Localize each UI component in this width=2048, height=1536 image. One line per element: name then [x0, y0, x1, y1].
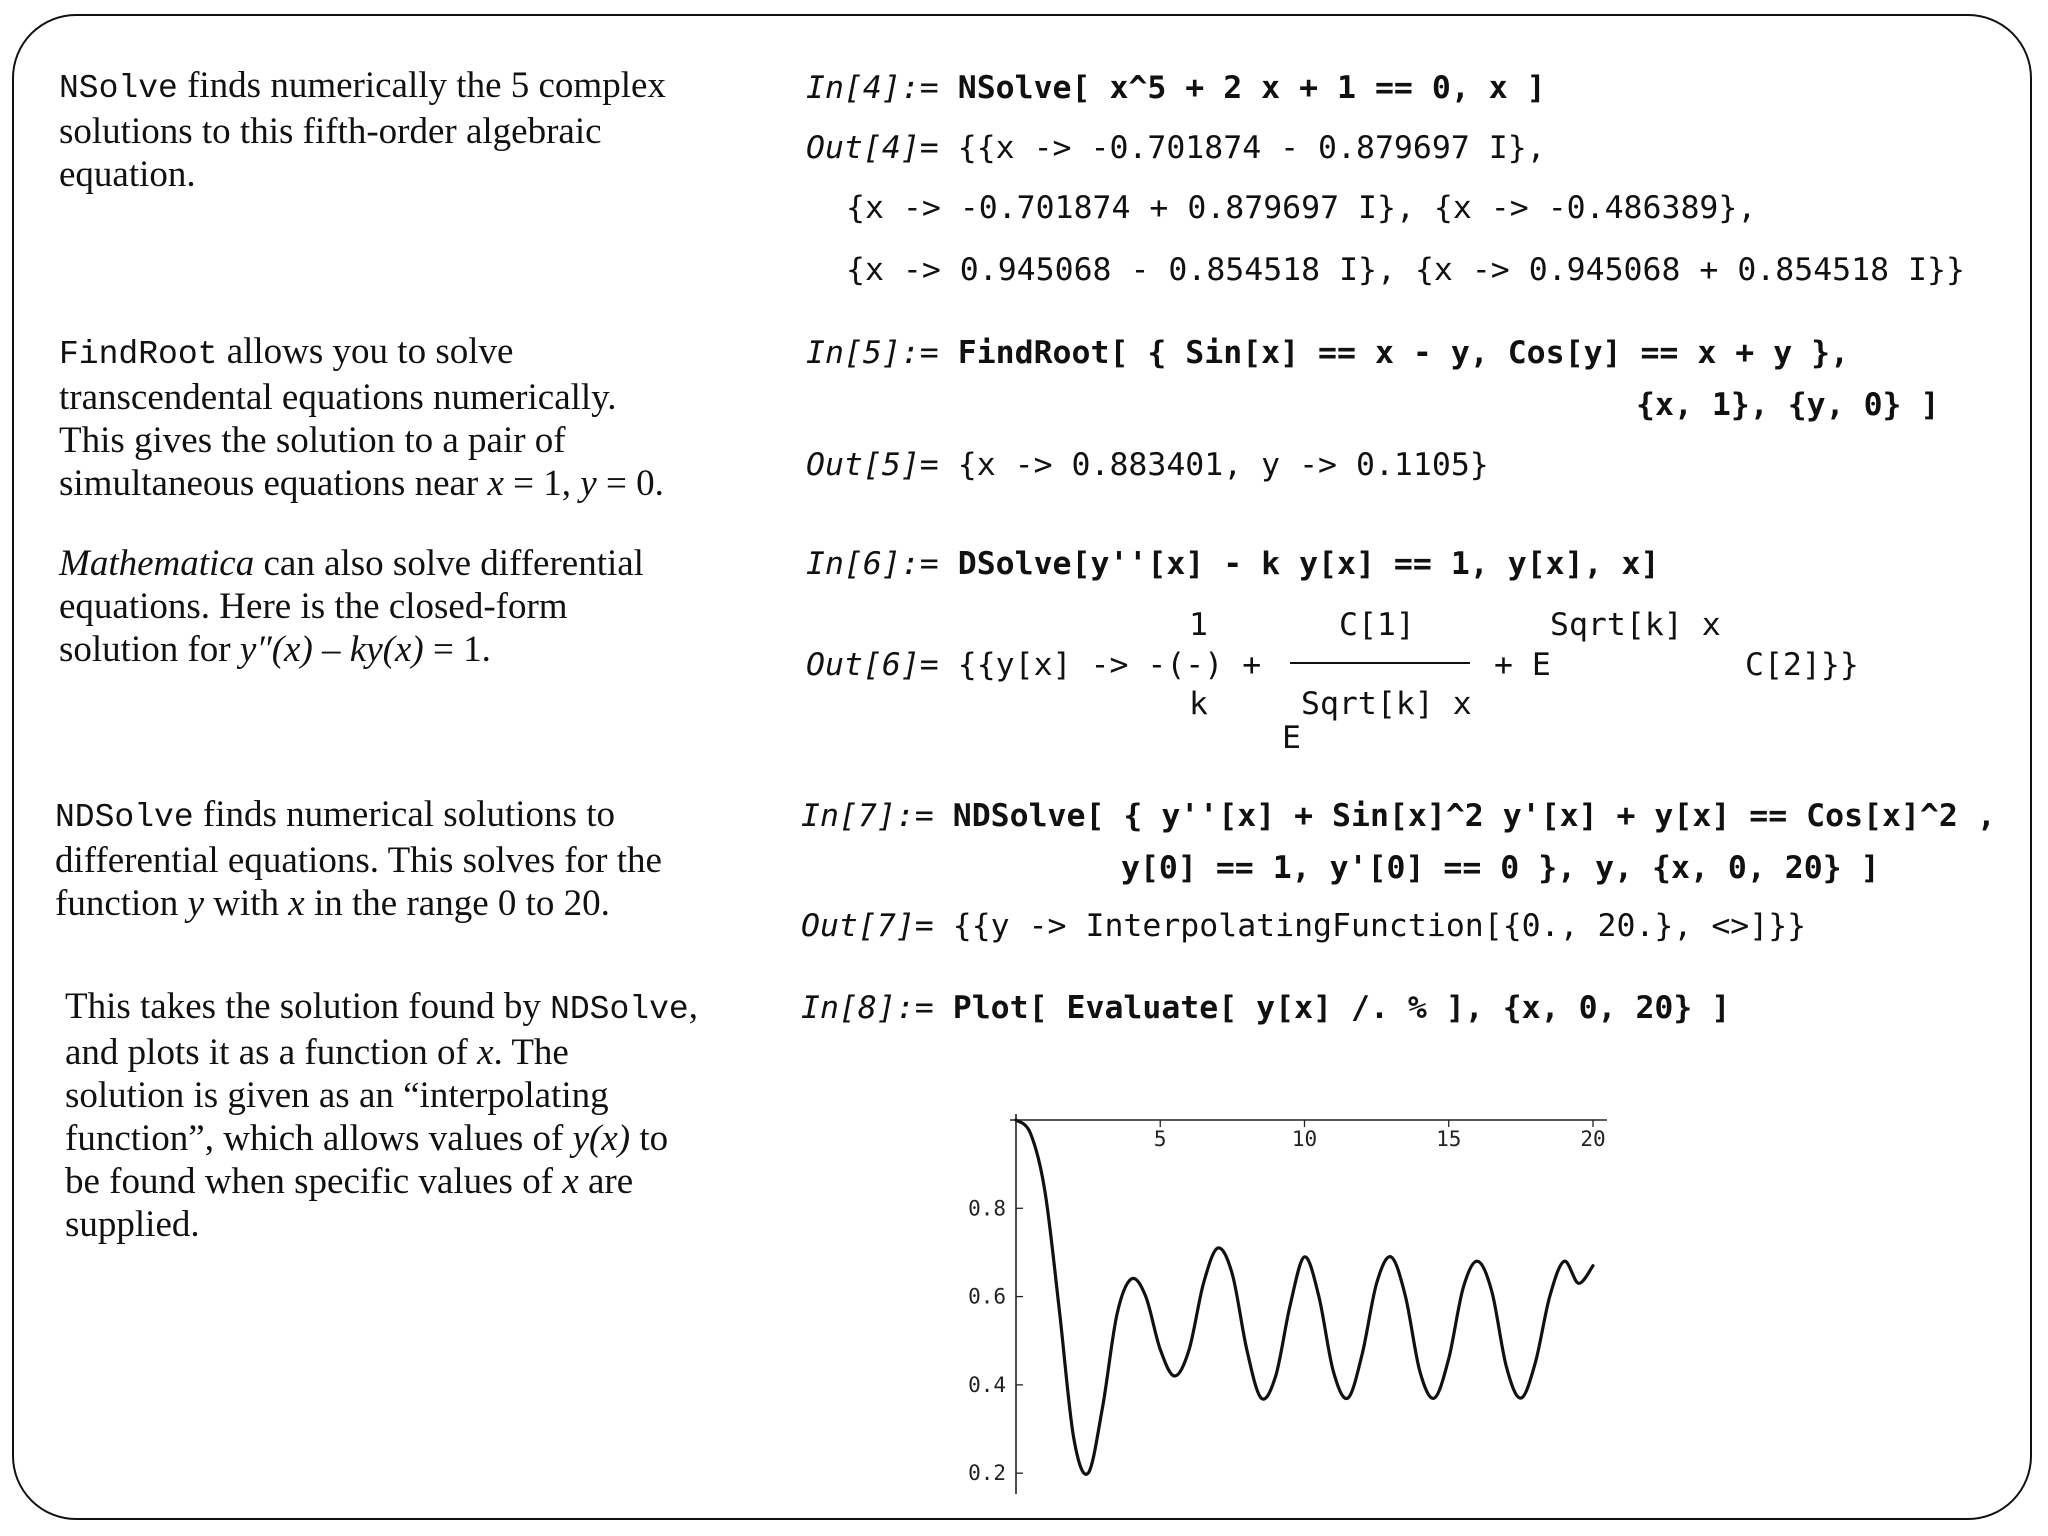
- math-var: x: [288, 883, 305, 924]
- mathematica-name: Mathematica: [59, 543, 255, 584]
- dsolve-input-code[interactable]: DSolve[y''[x] - k y[x] == 1, y[x], x]: [957, 546, 1660, 582]
- ndsolve-output-line: {{y -> InterpolatingFunction[{0., 20.}, <>]}}: [952, 908, 1807, 944]
- solution-plot: [900, 1080, 1640, 1500]
- output-prompt: Out[6]=: [806, 647, 939, 683]
- plot-desc-line4-post: to: [630, 1118, 669, 1159]
- dsolve-output-tail: C[2]}}: [1745, 647, 1859, 683]
- nsolve-desc-line3: equation.: [59, 154, 196, 195]
- ndsolve-desc-line3-mid: with: [204, 883, 289, 924]
- math-eq: = 0.: [596, 463, 664, 504]
- exponent-superscript: Sqrt[k] x: [1550, 607, 1721, 643]
- math-var: y: [187, 883, 204, 924]
- findroot-description: [59, 330, 664, 505]
- fraction-bar: [1290, 662, 1470, 664]
- frac1-denominator: k: [1189, 686, 1208, 722]
- math-expr: y(x): [572, 1118, 631, 1159]
- nsolve-fn-name: NSolve: [59, 70, 178, 107]
- dsolve-description: [59, 542, 644, 671]
- plot-desc-line2: and plots it as a function of: [65, 1032, 478, 1073]
- findroot-input-cell[interactable]: [806, 333, 1849, 373]
- nsolve-desc-line1: finds numerically the 5 complex: [177, 65, 666, 106]
- ndsolve-fn-name: NDSolve: [55, 799, 194, 836]
- findroot-desc-line3: This gives the solution to a pair of: [59, 420, 566, 461]
- dsolve-output-main: [806, 645, 1280, 685]
- frac2-denominator-exp: Sqrt[k] x: [1301, 686, 1472, 722]
- frac2-numerator: C[1]: [1339, 607, 1415, 643]
- nsolve-desc-line2: solutions to this fifth-order algebraic: [59, 111, 602, 152]
- plus-exp-term: + E: [1494, 647, 1551, 683]
- dsolve-desc-line2: equations. Here is the closed-form: [59, 586, 568, 627]
- nsolve-input-code[interactable]: NSolve[ x^5 + 2 x + 1 == 0, x ]: [957, 70, 1546, 106]
- findroot-input-code[interactable]: FindRoot[ { Sin[x] == x - y, Cos[y] == x + y },: [957, 335, 1850, 371]
- findroot-output-cell: [806, 445, 1489, 485]
- ndsolve-desc-line2: differential equations. This solves for the: [55, 840, 662, 881]
- input-prompt: In[7]:=: [801, 798, 934, 834]
- input-prompt: In[5]:=: [806, 335, 939, 371]
- dsolve-output-expr: {{y[x] -> -(-) +: [957, 647, 1281, 683]
- findroot-output-line: {x -> 0.883401, y -> 0.1105}: [957, 447, 1489, 483]
- x-tick-label: 15: [1436, 1127, 1462, 1151]
- findroot-desc-line4: simultaneous equations near: [59, 463, 488, 504]
- nsolve-input-cell[interactable]: [806, 68, 1546, 108]
- findroot-desc-line1: allows you to solve: [217, 331, 514, 372]
- nsolve-output-line: {x -> 0.945068 - 0.854518 I}, {x -> 0.945068 + 0.854518 I}}: [846, 252, 1965, 288]
- ndsolve-fn-name: NDSolve: [550, 991, 689, 1028]
- dsolve-input-cell[interactable]: [806, 544, 1659, 584]
- y-tick-label: 0.6: [968, 1284, 1006, 1309]
- output-prompt: Out[7]=: [801, 908, 934, 944]
- plot-desc-line5: be found when specific values of: [65, 1161, 563, 1202]
- plot-input-cell[interactable]: [801, 988, 1730, 1028]
- nsolve-description: [59, 64, 666, 196]
- input-prompt: In[6]:=: [806, 546, 939, 582]
- math-var: x: [562, 1161, 579, 1202]
- ndsolve-output-cell: [801, 906, 1806, 946]
- solution-curve: [1016, 1120, 1593, 1474]
- frac2-denominator-base: E: [1282, 720, 1301, 756]
- plot-desc-line3: solution is given as an “interpolating: [65, 1075, 609, 1116]
- math-eq: = 1,: [503, 463, 581, 504]
- findroot-input-code-cont[interactable]: {x, 1}, {y, 0} ]: [1636, 387, 1940, 423]
- output-prompt: Out[5]=: [806, 447, 939, 483]
- output-prompt: Out[4]=: [806, 130, 939, 166]
- x-tick-label: 5: [1153, 1127, 1167, 1151]
- math-eq: = 1.: [423, 629, 491, 670]
- math-var: x: [487, 463, 504, 504]
- ndsolve-input-code[interactable]: NDSolve[ { y''[x] + Sin[x]^2 y'[x] + y[x] == Cos[x]^2 ,: [952, 798, 1996, 834]
- ndsolve-input-code-cont[interactable]: y[0] == 1, y'[0] == 0 }, y, {x, 0, 20} ]: [1121, 850, 1880, 886]
- frac1-numerator: 1: [1189, 607, 1208, 643]
- x-tick-label: 10: [1291, 1127, 1318, 1151]
- nsolve-output-line: {{x -> -0.701874 - 0.879697 I},: [957, 130, 1546, 166]
- nsolve-output-line: {x -> -0.701874 + 0.879697 I}, {x -> -0.486389},: [846, 190, 1757, 226]
- y-tick-label: 0.2: [968, 1461, 1006, 1486]
- plot-desc-line1: This takes the solution found by: [65, 986, 551, 1027]
- findroot-fn-name: FindRoot: [59, 336, 218, 373]
- plot-axes: [1010, 1114, 1607, 1494]
- findroot-desc-line2: transcendental equations numerically.: [59, 377, 617, 418]
- ndsolve-input-cell[interactable]: [801, 796, 1996, 836]
- plot-desc-line2-post: . The: [493, 1032, 569, 1073]
- ndsolve-desc-line1: finds numerical solutions to: [193, 794, 615, 835]
- y-tick-label: 0.8: [968, 1196, 1006, 1221]
- x-tick-label: 20: [1580, 1127, 1606, 1151]
- plot-input-code[interactable]: Plot[ Evaluate[ y[x] /. % ], {x, 0, 20} ]: [952, 990, 1731, 1026]
- plot-ticks: [968, 1120, 1606, 1485]
- ndsolve-description: [55, 793, 662, 925]
- plot-description: [65, 985, 698, 1246]
- ndsolve-desc-line3-post: in the range 0 to 20.: [304, 883, 610, 924]
- plot-desc-line6: supplied.: [65, 1204, 200, 1245]
- input-prompt: In[4]:=: [806, 70, 939, 106]
- math-equation: y″(x) – ky(x): [239, 629, 424, 670]
- math-var: x: [477, 1032, 494, 1073]
- nsolve-output-cell: [806, 128, 1546, 168]
- punct: ,: [688, 986, 698, 1027]
- input-prompt: In[8]:=: [801, 990, 934, 1026]
- math-var: y: [580, 463, 597, 504]
- dsolve-desc-line3: solution for: [59, 629, 240, 670]
- ndsolve-desc-line3: function: [55, 883, 188, 924]
- y-tick-label: 0.4: [968, 1372, 1006, 1397]
- plot-desc-line4: function”, which allows values of: [65, 1118, 573, 1159]
- dsolve-desc-line1: can also solve differential: [254, 543, 644, 584]
- plot-desc-line5-post: are: [578, 1161, 634, 1202]
